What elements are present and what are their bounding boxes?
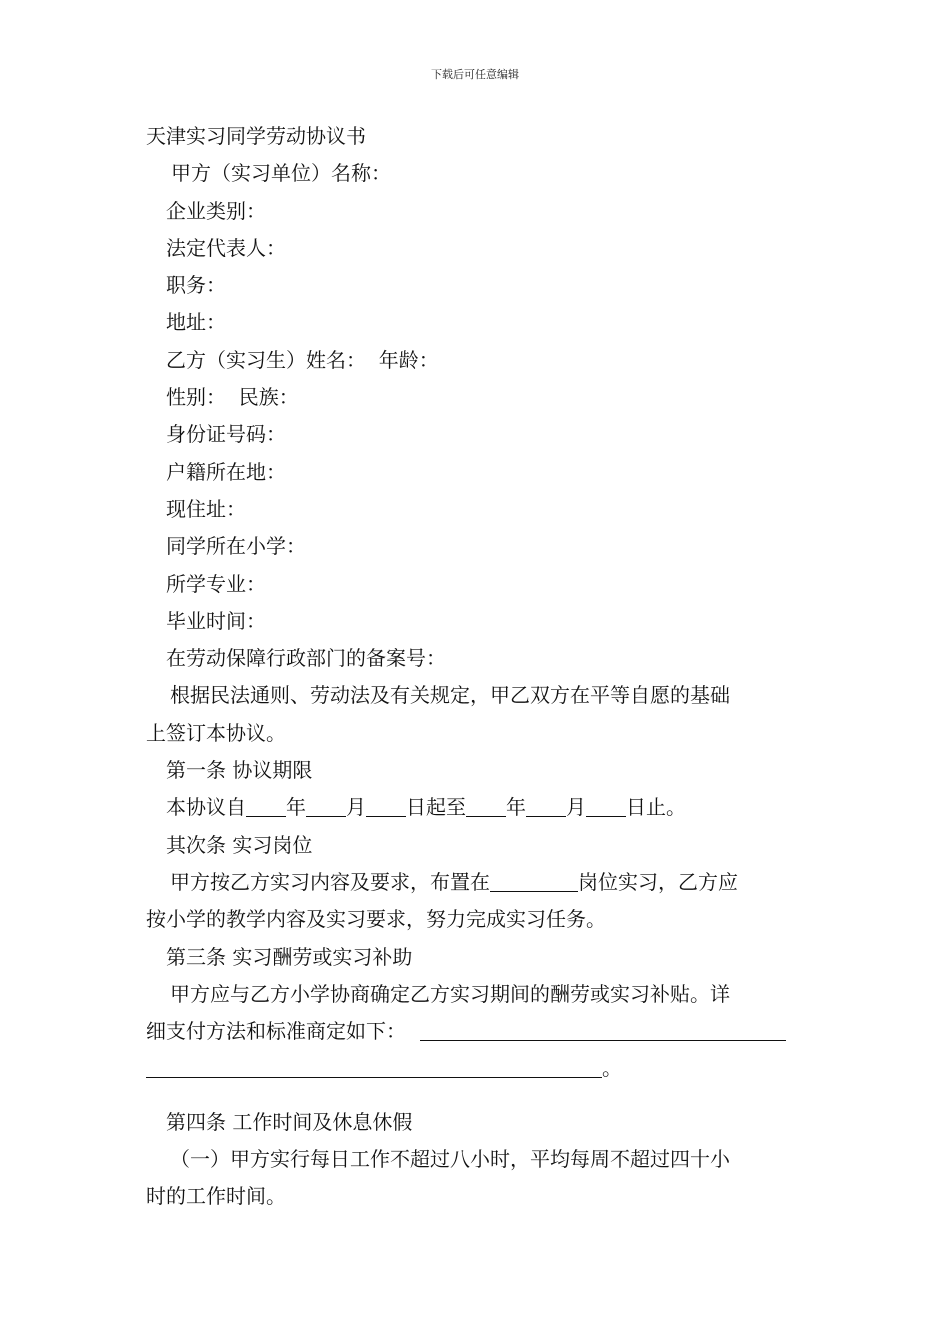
article-1-title: 第一条 协议期限 bbox=[166, 758, 313, 783]
article-2-text-1 bbox=[146, 864, 810, 901]
post-prefix: 甲方按乙方实习内容及要求，布置在 bbox=[170, 869, 490, 894]
intro-line-2: 上签订本协议。 bbox=[146, 720, 286, 745]
end-year-label: 年 bbox=[506, 795, 526, 820]
article-3-text-3 bbox=[146, 1050, 810, 1087]
post-suffix: 岗位实习，乙方应 bbox=[578, 869, 738, 894]
party-b-text: 乙方（实习生）姓名： 年龄： bbox=[166, 347, 439, 372]
start-month-blank bbox=[306, 796, 346, 817]
graduation-line: 毕业时间： bbox=[166, 608, 266, 633]
article-4-title: 第四条 工作时间及休息休假 bbox=[166, 1109, 413, 1134]
payment-prefix: 细支付方法和标准商定如下： bbox=[146, 1019, 406, 1044]
article-3-title: 第三条 实习酬劳或实习补助 bbox=[166, 944, 413, 969]
document-title: 天津实习同学劳动协议书 bbox=[146, 124, 366, 148]
start-day-label: 日起至 bbox=[406, 795, 466, 820]
post-blank bbox=[490, 871, 578, 892]
article-4-text-1: （一）甲方实行每日工作不超过八小时，平均每周不超过四十小 bbox=[170, 1147, 730, 1172]
spacer bbox=[146, 1088, 810, 1104]
gender-line bbox=[146, 379, 810, 416]
start-day-blank bbox=[366, 796, 406, 817]
payment-end: 。 bbox=[602, 1056, 622, 1081]
category-line: 企业类别： bbox=[166, 198, 266, 223]
term-prefix: 本协议自 bbox=[166, 795, 246, 820]
major-line: 所学专业： bbox=[166, 571, 266, 596]
end-day-blank bbox=[586, 796, 626, 817]
school-line: 同学所在小学： bbox=[166, 534, 306, 559]
end-day-label: 日止。 bbox=[626, 795, 686, 820]
document-body bbox=[146, 118, 810, 1216]
intro-line-1: 根据民法通则、劳动法及有关规定，甲乙双方在平等自愿的基础 bbox=[170, 683, 730, 708]
record-number-line: 在劳动保障行政部门的备案号： bbox=[166, 646, 446, 671]
article-1-text bbox=[146, 789, 810, 826]
party-b-line bbox=[146, 342, 810, 379]
party-a-name-line: 甲方（实习单位）名称： bbox=[171, 161, 391, 186]
end-month-blank bbox=[526, 796, 566, 817]
legal-rep-line: 法定代表人： bbox=[166, 235, 286, 260]
article-2-text-2: 按小学的教学内容及实习要求，努力完成实习任务。 bbox=[146, 907, 606, 932]
id-number-line: 身份证号码： bbox=[166, 422, 286, 447]
page-header: 下载后可任意编辑 bbox=[431, 68, 519, 81]
payment-blank-2 bbox=[146, 1057, 602, 1078]
address-line: 地址： bbox=[166, 310, 226, 335]
end-month-label: 月 bbox=[566, 795, 586, 820]
article-3-text-1: 甲方应与乙方小学协商确定乙方实习期间的酬劳或实习补贴。详 bbox=[170, 981, 730, 1006]
article-4-text-2: 时的工作时间。 bbox=[146, 1184, 286, 1209]
position-line: 职务： bbox=[166, 273, 226, 298]
start-year-blank bbox=[246, 796, 286, 817]
hukou-line: 户籍所在地： bbox=[166, 459, 286, 484]
residence-line: 现住址： bbox=[166, 496, 246, 521]
article-3-text-2 bbox=[146, 1013, 810, 1050]
start-month-label: 月 bbox=[346, 795, 366, 820]
start-year-label: 年 bbox=[286, 795, 306, 820]
payment-blank-1 bbox=[420, 1020, 786, 1041]
gender-text: 性别： 民族： bbox=[166, 385, 299, 410]
end-year-blank bbox=[466, 796, 506, 817]
article-2-title: 其次条 实习岗位 bbox=[166, 832, 313, 857]
